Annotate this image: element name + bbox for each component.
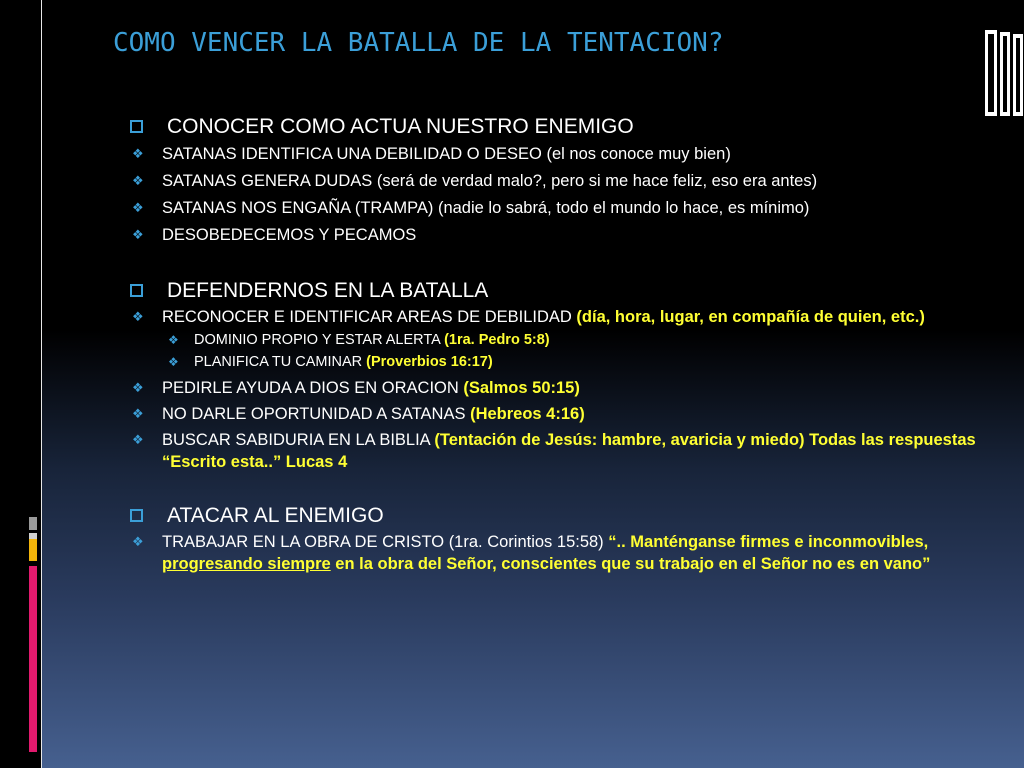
item-highlight-underlined: progresando siempre xyxy=(162,555,331,573)
diamond-bullet-icon: ❖ xyxy=(132,309,144,324)
item-note: (1ra. Corintios 15:58) xyxy=(448,533,609,551)
item-highlight: (Tentación de Jesús: hambre, avaricia y miedo) Todas las respuestas “Escrito esta..” Lucas 4 xyxy=(162,431,976,471)
item-text: PEDIRLE AYUDA A DIOS EN ORACION xyxy=(162,379,464,397)
list-item xyxy=(130,224,1010,246)
list-item xyxy=(130,170,1010,192)
corner-decoration-icon xyxy=(983,27,1023,119)
list-item xyxy=(130,306,1010,328)
slide-title: COMO VENCER LA BATALLA DE LA TENTACION? xyxy=(113,28,724,58)
list-item xyxy=(130,143,1010,165)
diamond-bullet-icon: ❖ xyxy=(168,333,179,347)
accent-bar-gray xyxy=(29,517,37,530)
item-text: NO DARLE OPORTUNIDAD A SATANAS xyxy=(162,405,471,423)
diamond-bullet-icon: ❖ xyxy=(132,146,144,161)
square-bullet-icon xyxy=(130,120,143,133)
sub-list-item xyxy=(130,329,1010,351)
section-heading-conocer xyxy=(130,114,1010,140)
accent-bar-yellow xyxy=(29,539,37,561)
item-highlight: en la obra del Señor, conscientes que su trabajo en el Señor no es en vano” xyxy=(330,555,931,573)
diamond-bullet-icon: ❖ xyxy=(132,406,144,421)
item-highlight: “.. Manténganse firmes e inconmovibles, xyxy=(608,533,929,551)
item-text: TRABAJAR EN LA OBRA DE CRISTO xyxy=(162,533,449,551)
section-heading-text: CONOCER COMO ACTUA NUESTRO ENEMIGO xyxy=(167,115,634,138)
accent-bar-magenta xyxy=(29,566,37,752)
square-bullet-icon xyxy=(130,509,143,522)
item-text: SATANAS GENERA DUDAS xyxy=(162,172,373,190)
item-highlight: (Hebreos 4:16) xyxy=(470,405,585,423)
item-text: DOMINIO PROPIO Y ESTAR ALERTA xyxy=(194,332,445,348)
list-item xyxy=(130,197,1010,219)
diamond-bullet-icon: ❖ xyxy=(132,173,144,188)
item-text: BUSCAR SABIDURIA EN LA BIBLIA xyxy=(162,431,435,449)
sub-list-item xyxy=(130,351,1010,373)
section-heading-atacar xyxy=(130,503,1010,529)
diamond-bullet-icon: ❖ xyxy=(132,380,144,395)
square-bullet-icon xyxy=(130,284,143,297)
list-item xyxy=(130,531,1010,575)
item-note: (será de verdad malo?, pero si me hace feliz, eso era antes) xyxy=(372,172,818,190)
diamond-bullet-icon: ❖ xyxy=(132,227,144,242)
left-divider-line xyxy=(41,0,42,768)
section-heading-defendernos xyxy=(130,278,1010,304)
item-note: (el nos conoce muy bien) xyxy=(541,145,731,163)
list-item xyxy=(130,429,1010,473)
diamond-bullet-icon: ❖ xyxy=(168,355,179,369)
list-item xyxy=(130,377,1010,399)
diamond-bullet-icon: ❖ xyxy=(132,200,144,215)
item-highlight: (1ra. Pedro 5:8) xyxy=(444,332,550,348)
item-highlight: (Salmos 50:15) xyxy=(463,379,580,397)
item-text: SATANAS NOS ENGAÑA (TRAMPA) xyxy=(162,199,434,217)
item-text: PLANIFICA TU CAMINAR xyxy=(194,354,367,370)
item-text: DESOBEDECEMOS Y PECAMOS xyxy=(162,226,417,244)
item-highlight: (Proverbios 16:17) xyxy=(366,354,493,370)
slide-content xyxy=(130,114,1010,575)
item-note: (nadie lo sabrá, todo el mundo lo hace, es mínimo) xyxy=(433,199,810,217)
item-text: RECONOCER E IDENTIFICAR AREAS DE DEBILIDAD xyxy=(162,308,577,326)
list-item xyxy=(130,403,1010,425)
section-heading-text: ATACAR AL ENEMIGO xyxy=(167,504,384,527)
item-text: SATANAS IDENTIFICA UNA DEBILIDAD O DESEO xyxy=(162,145,542,163)
diamond-bullet-icon: ❖ xyxy=(132,432,144,447)
section-heading-text: DEFENDERNOS EN LA BATALLA xyxy=(167,279,489,302)
item-highlight: (día, hora, lugar, en compañía de quien, etc.) xyxy=(576,308,925,326)
diamond-bullet-icon: ❖ xyxy=(132,534,144,549)
